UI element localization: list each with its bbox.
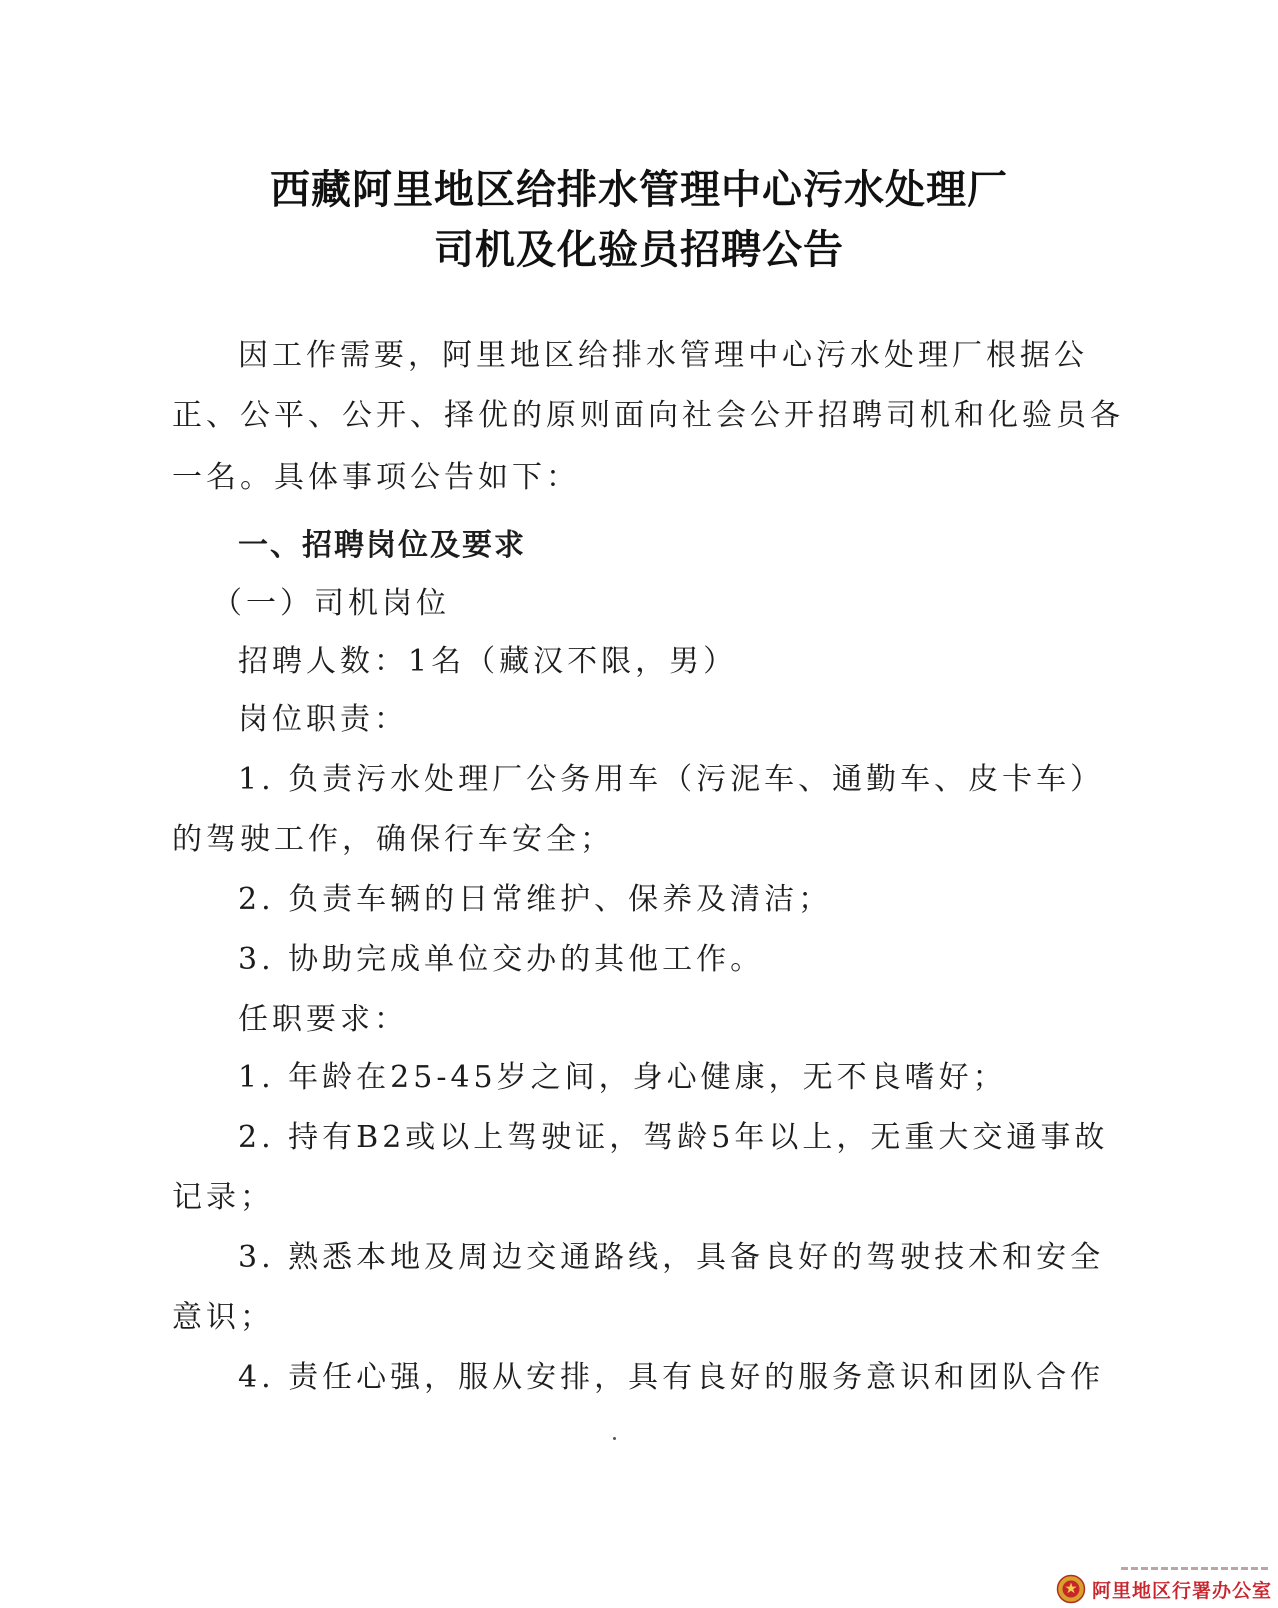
subsection-heading: （一）司机岗位 [212, 586, 450, 621]
source-watermark [1056, 1574, 1272, 1604]
watermark-text: 阿里地区行署办公室 [1091, 1579, 1272, 1602]
requirement-item: 4. 责任心强，服从安排，具有良好的服务意识和团队合作 [238, 1360, 1105, 1395]
national-emblem-icon [1056, 1574, 1086, 1604]
intro-line-2: 正、公平、公开、择优的原则面向社会公开招聘司机和化验员各 [172, 398, 1124, 433]
requirement-item: 记录； [172, 1180, 274, 1215]
duties-label: 岗位职责： [238, 702, 408, 737]
duty-item: 2. 负责车辆的日常维护、保养及清洁； [238, 882, 833, 917]
requirement-item: 意识； [172, 1300, 274, 1335]
duty-item: 3. 协助完成单位交办的其他工作。 [238, 942, 765, 977]
tibetan-script-watermark [1121, 1567, 1268, 1570]
document-title-line-2: 司机及化验员招聘公告 [434, 227, 844, 273]
section-heading: 一、招聘岗位及要求 [238, 528, 526, 563]
requirement-item: 3. 熟悉本地及周边交通路线，具备良好的驾驶技术和安全 [238, 1240, 1105, 1275]
intro-line-3: 一名。具体事项公告如下： [172, 460, 580, 495]
recruit-count: 招聘人数：1名（藏汉不限，男） [238, 644, 738, 679]
requirement-item: 1. 年龄在25-45岁之间，身心健康，无不良嗜好； [238, 1060, 1007, 1095]
stray-mark [613, 1437, 616, 1440]
duty-item: 的驾驶工作，确保行车安全； [172, 822, 614, 857]
document-title-line-1: 西藏阿里地区给排水管理中心污水处理厂 [270, 167, 1008, 213]
duty-item: 1. 负责污水处理厂公务用车（污泥车、通勤车、皮卡车） [238, 762, 1105, 797]
requirements-label: 任职要求： [238, 1002, 408, 1037]
requirement-item: 2. 持有B2或以上驾驶证，驾龄5年以上，无重大交通事故 [238, 1120, 1109, 1155]
intro-line-1: 因工作需要，阿里地区给排水管理中心污水处理厂根据公 [238, 338, 1088, 373]
